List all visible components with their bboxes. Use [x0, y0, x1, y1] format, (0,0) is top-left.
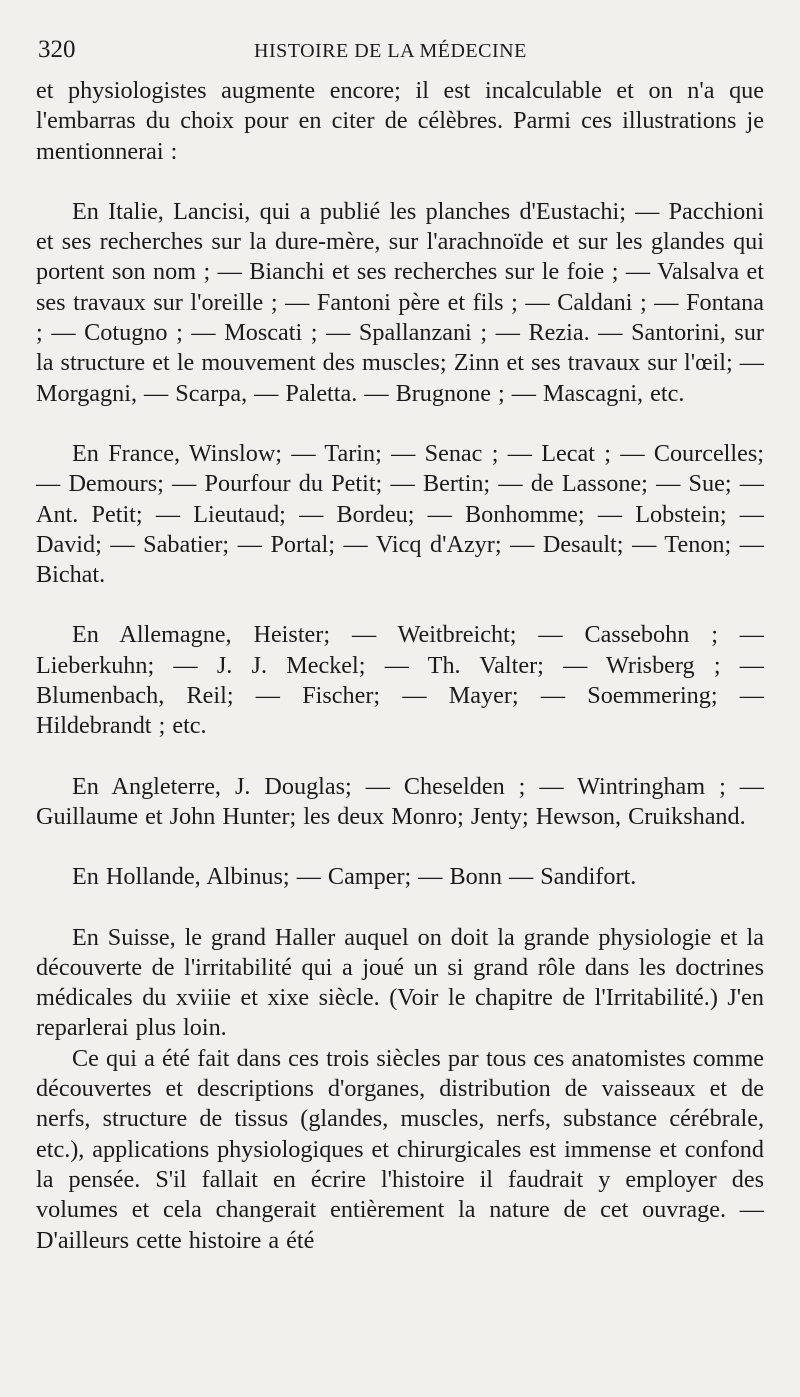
paragraph-france: En France, Winslow; — Tarin; — Senac ; — Lecat ; — Courcelles; — Demours; — Pourfour du Petit; — Bertin; — de Lassone; — Sue; — Ant. Petit; — Lieutaud; — Bordeu; — Bonhomme; — Lobstein; — David; — Sabatier; — Portal; — Vicq d'Azyr; — Desault; — Tenon; — Bichat. [36, 439, 764, 589]
running-title: HISTOIRE DE LA MÉDECINE [254, 40, 527, 62]
paragraph-angleterre: En Angleterre, J. Douglas; — Cheselden ; — Wintringham ; — Guillaume et John Hunter; les deux Monro; Jenty; Hewson, Cruikshand. [36, 772, 764, 830]
page-header [36, 36, 764, 76]
paragraph-continuation: et physiologistes augmente encore; il est incalculable et on n'a que l'embarras du choix pour en citer de célèbres. Parmi ces illustrations je mentionnerai : [36, 77, 764, 165]
paragraph-suisse: En Suisse, le grand Haller auquel on doit la grande physiologie et la découverte de l'irritabilité qui a joué un si grand rôle dans les doctrines médicales du xviiie et xixe siècle. (Voir le chapitre de l'Irritabilité.) J'en reparlerai plus loin. [36, 923, 764, 1042]
paragraph-italie: En Italie, Lancisi, qui a publié les planches d'Eustachi; — Pacchioni et ses recherches sur la dure-mère, sur l'arachnoïde et sur les glandes qui portent son nom ; — Bianchi et ses recherches sur le foie ; — Valsalva et ses travaux sur l'oreille ; — Fantoni père et fils ; — Caldani ; — Fontana ; — Cotugno ; — Moscati ; — Spallanzani ; — Rezia. — Santorini, sur la structure et le mouvement des muscles; Zinn et ses travaux sur l'œil; — Morgagni, — Scarpa, — Paletta. — Brugnone ; — Mascagni, etc. [36, 197, 764, 407]
paragraph-allemagne: En Allemagne, Heister; — Weitbreicht; — Cassebohn ; — Lieberkuhn; — J. J. Meckel; — Th. Valter; — Wrisberg ; — Blumenbach, Reil; — Fischer; — Mayer; — Soemmering; — Hildebrandt ; etc. [36, 621, 764, 740]
paragraph-conclusion: Ce qui a été fait dans ces trois siècles par tous ces anatomistes comme découvertes et descriptions d'organes, distribution de vaisseaux et de nerfs, structure de tissus (glandes, muscles, nerfs, substance cérébrale, etc.), applications physiologiques et chirurgicales est immense et confond la pensée. S'il fallait en écrire l'histoire il faudrait y employer des volumes et cela changerait entièrement la nature de cet ouvrage. — D'ailleurs cette histoire a été [36, 1044, 764, 1254]
paragraph-hollande: En Hollande, Albinus; — Camper; — Bonn — Sandifort. [72, 863, 637, 891]
page-number: 320 [38, 36, 76, 63]
